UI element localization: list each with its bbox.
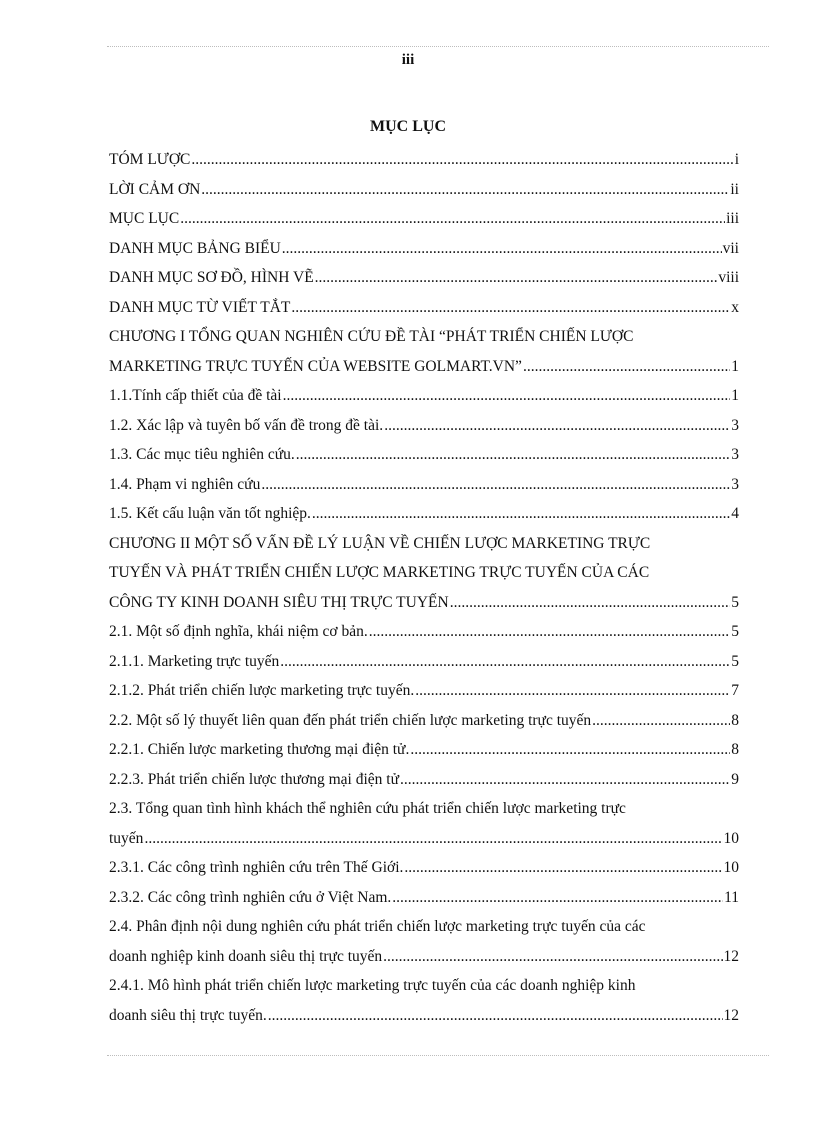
dot-leader: [282, 234, 722, 264]
dot-leader: [268, 1001, 723, 1031]
toc-entry[interactable]: [109, 647, 739, 677]
dot-leader: [191, 145, 733, 175]
toc-entry-text: 2.3.2. Các công trình nghiên cứu ở Việt Nam.: [109, 888, 392, 906]
toc-entry-line: TUYẾN VÀ PHÁT TRIỂN CHIẾN LƯỢC MARKETING TRỰC TUYẾN CỦA CÁC: [109, 564, 650, 581]
toc-entry-row: [109, 617, 739, 647]
toc-entry[interactable]: [109, 794, 739, 853]
toc-entry[interactable]: [109, 971, 739, 1030]
toc-entry-page: 5: [731, 652, 739, 670]
toc-entry-text: 2.1.2. Phát triển chiến lược marketing trực tuyến.: [109, 682, 415, 699]
toc-entry-text: doanh siêu thị trực tuyến.: [109, 1006, 267, 1024]
toc-entry-page: 8: [731, 741, 739, 758]
toc-entry-page: 7: [731, 682, 739, 699]
dot-leader: [392, 883, 723, 913]
dot-leader: [312, 499, 730, 529]
toc-entry-line: 2.4. Phân định nội dung nghiên cứu phát triển chiến lược marketing trực tuyến của các: [109, 918, 646, 935]
toc-entry[interactable]: [109, 440, 739, 470]
toc-entry-row: [109, 440, 739, 470]
toc-entry-row: [109, 1001, 739, 1031]
toc-entry-row: [109, 676, 739, 706]
toc-entry-row: [109, 175, 739, 205]
toc-entry[interactable]: [109, 499, 739, 529]
toc-entry[interactable]: [109, 293, 739, 323]
toc-entry[interactable]: [109, 175, 739, 205]
toc-entry-text: tuyến: [109, 829, 144, 847]
toc-entry[interactable]: [109, 411, 739, 441]
toc-entry[interactable]: [109, 529, 739, 618]
toc-entry-text: 1.3. Các mục tiêu nghiên cứu.: [109, 446, 295, 463]
toc-entry-text: 2.2.3. Phát triển chiến lược thương mại điện tử: [109, 770, 399, 788]
toc-entry[interactable]: [109, 765, 739, 795]
toc-entry-line: 2.4.1. Mô hình phát triển chiến lược marketing trực tuyến của các doanh nghiệp kinh: [109, 977, 636, 994]
toc-entry-page: ii: [730, 180, 739, 198]
toc-entry-page: x: [731, 298, 739, 316]
toc-entry-row: [109, 942, 739, 972]
toc-entry-text: DANH MỤC SƠ ĐỒ, HÌNH VẼ: [109, 269, 314, 286]
toc-entry-text: 2.3.1. Các công trình nghiên cứu trên Thế Giới.: [109, 859, 404, 876]
dot-leader: [291, 293, 730, 323]
dot-leader: [384, 411, 730, 441]
toc-entry-row: [109, 263, 739, 293]
toc-entry[interactable]: [109, 735, 739, 765]
table-of-contents: [109, 145, 739, 1030]
toc-entry-row: [109, 706, 739, 736]
toc-entry-page: 1: [731, 357, 739, 375]
toc-entry-page: viii: [718, 269, 739, 286]
toc-entry-row: [109, 293, 739, 323]
toc-entry-line: 2.3. Tổng quan tình hình khách thể nghiên cứu phát triển chiến lược marketing trực: [109, 800, 626, 817]
dot-leader: [280, 647, 730, 677]
toc-entry-page: 3: [731, 416, 739, 434]
footer-rule: [107, 1055, 769, 1056]
toc-entry-page: 10: [723, 859, 739, 876]
toc-entry-row: [109, 588, 739, 618]
toc-title: MỤC LỤC: [370, 118, 446, 135]
dot-leader: [404, 853, 722, 883]
toc-entry-text: 2.1. Một số định nghĩa, khái niệm cơ bản.: [109, 623, 368, 640]
page-number: iii: [401, 52, 415, 68]
header-rule: [107, 46, 769, 47]
toc-entry-text: MARKETING TRỰC TUYẾN CỦA WEBSITE GOLMART.VN”: [109, 357, 522, 375]
toc-entry-page: 10: [723, 829, 739, 847]
toc-entry-text: DANH MỤC TỪ VIẾT TẮT: [109, 298, 291, 316]
toc-entry-row: [109, 204, 739, 234]
toc-entry-row: [109, 765, 739, 795]
toc-entry-line: CHƯƠNG II MỘT SỐ VẤN ĐỀ LÝ LUẬN VỀ CHIẾN LƯỢC MARKETING TRỰC: [109, 534, 651, 552]
dot-leader: [450, 588, 731, 618]
toc-entry-text: 1.4. Phạm vi nghiên cứu: [109, 475, 261, 493]
toc-entry[interactable]: [109, 617, 739, 647]
toc-entry-row: [109, 883, 739, 913]
dot-leader: [592, 706, 730, 736]
toc-entry[interactable]: [109, 263, 739, 293]
toc-entry[interactable]: [109, 470, 739, 500]
toc-entry-row: [109, 470, 739, 500]
dot-leader: [410, 735, 730, 765]
toc-entry-page: vii: [722, 239, 739, 257]
toc-entry-page: 12: [723, 1006, 739, 1024]
toc-entry-text: LỜI CẢM ƠN: [109, 180, 201, 198]
dot-leader: [523, 352, 730, 382]
dot-leader: [296, 440, 731, 470]
toc-entry-page: 3: [731, 475, 739, 493]
toc-entry-text: CÔNG TY KINH DOANH SIÊU THỊ TRỰC TUYẾN: [109, 593, 449, 611]
toc-entry[interactable]: [109, 676, 739, 706]
toc-entry-page: 4: [731, 505, 739, 522]
toc-entry-row: [109, 647, 739, 677]
toc-entry-text: doanh nghiệp kinh doanh siêu thị trực tuyến: [109, 947, 383, 965]
toc-entry-page: 1: [731, 387, 739, 404]
dot-leader: [201, 175, 729, 205]
toc-entry-line: CHƯƠNG I TỔNG QUAN NGHIÊN CỨU ĐỀ TÀI “PHÁT TRIỂN CHIẾN LƯỢC: [109, 328, 634, 345]
toc-entry[interactable]: [109, 883, 739, 913]
toc-entry-text: 2.2.1. Chiến lược marketing thương mại điện tử.: [109, 741, 410, 758]
toc-entry-page: iii: [726, 210, 739, 227]
toc-entry-page: 5: [731, 623, 739, 640]
dot-leader: [261, 470, 730, 500]
toc-entry-text: MỤC LỤC: [109, 210, 180, 227]
toc-entry[interactable]: [109, 706, 739, 736]
dot-leader: [283, 381, 731, 411]
toc-entry-row: [109, 824, 739, 854]
toc-entry-text: 2.2. Một số lý thuyết liên quan đến phát triển chiến lược marketing trực tuyến: [109, 711, 592, 729]
toc-entry-page: 8: [731, 711, 739, 729]
toc-entry-page: 9: [731, 770, 739, 788]
dot-leader: [400, 765, 730, 795]
toc-entry[interactable]: [109, 322, 739, 381]
toc-entry[interactable]: [109, 234, 739, 264]
dot-leader: [415, 676, 730, 706]
toc-entry-row: [109, 853, 739, 883]
toc-entry-text: 1.2. Xác lập và tuyên bố vấn đề trong đề tài.: [109, 416, 384, 434]
toc-entry-row: [109, 411, 739, 441]
toc-entry-text: 1.1.Tính cấp thiết của đề tài: [109, 387, 282, 404]
toc-entry-page: 3: [731, 446, 739, 463]
toc-entry-page: 11: [724, 888, 739, 906]
dot-leader: [369, 617, 731, 647]
toc-entry-row: [109, 352, 739, 382]
toc-entry-row: [109, 381, 739, 411]
toc-entry[interactable]: [109, 853, 739, 883]
dot-leader: [180, 204, 725, 234]
toc-entry-text: 2.1.1. Marketing trực tuyến: [109, 652, 280, 670]
toc-entry-text: DANH MỤC BẢNG BIỂU: [109, 239, 281, 257]
toc-entry-row: [109, 735, 739, 765]
toc-entry-page: 12: [723, 947, 739, 965]
dot-leader: [383, 942, 722, 972]
toc-entry-row: [109, 499, 739, 529]
toc-entry[interactable]: [109, 381, 739, 411]
toc-entry[interactable]: [109, 145, 739, 175]
toc-entry-row: [109, 234, 739, 264]
dot-leader: [315, 263, 718, 293]
toc-entry-page: i: [734, 151, 739, 168]
toc-entry-text: 1.5. Kết cấu luận văn tốt nghiệp.: [109, 505, 311, 522]
toc-entry-page: 5: [731, 593, 739, 611]
toc-entry-row: [109, 145, 739, 175]
dot-leader: [144, 824, 722, 854]
toc-entry[interactable]: [109, 912, 739, 971]
toc-entry-text: TÓM LƯỢC: [109, 151, 191, 168]
toc-entry[interactable]: [109, 204, 739, 234]
